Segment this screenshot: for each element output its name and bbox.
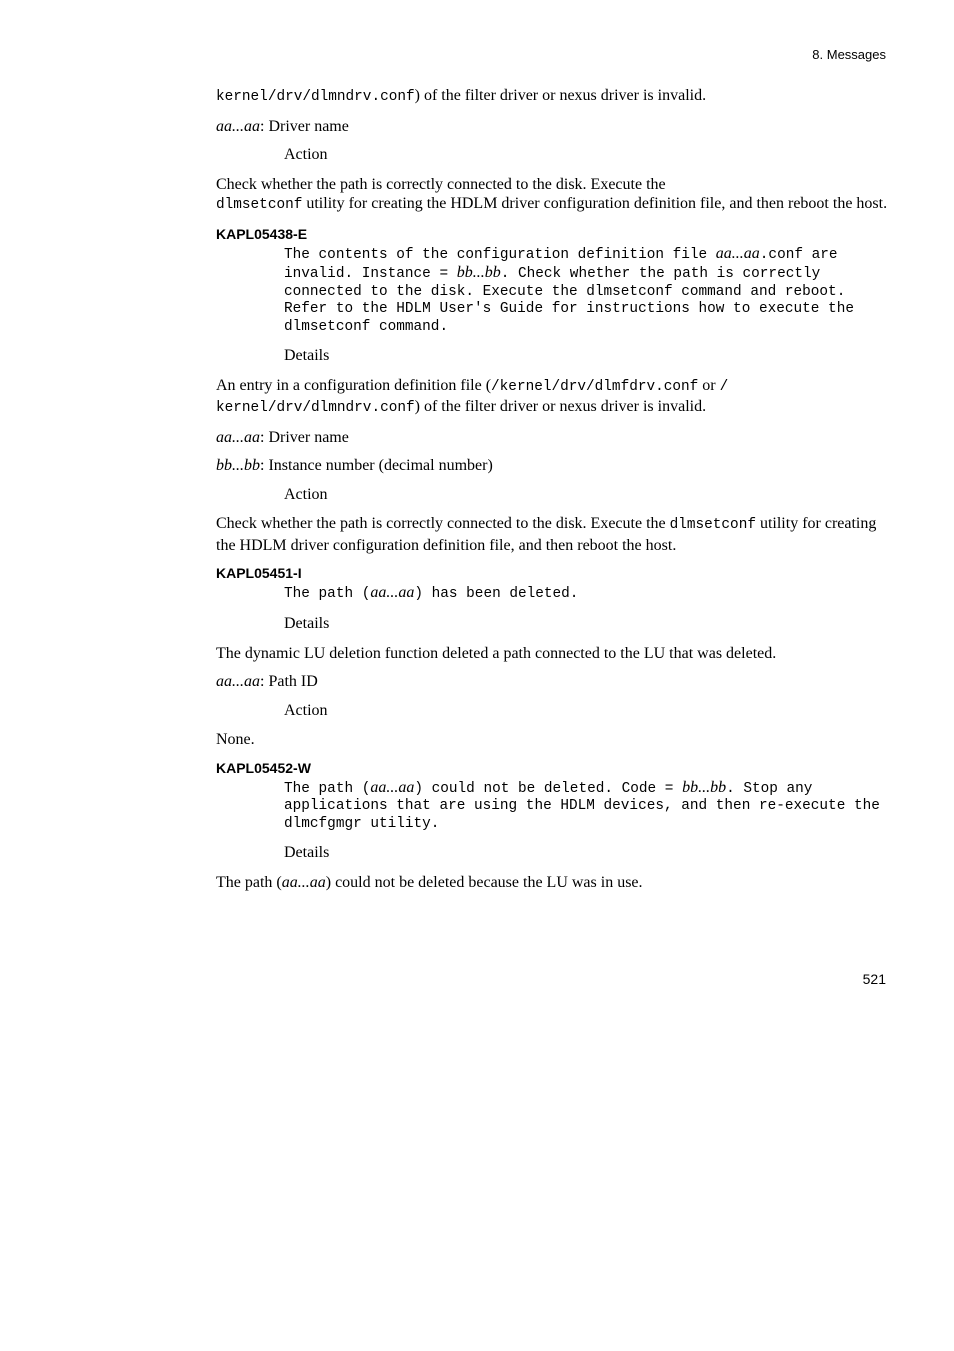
text: The path ( bbox=[284, 586, 371, 603]
message-id: KAPL05452-W bbox=[216, 759, 311, 776]
details-text: The dynamic LU deletion function deleted a path connected to the LU that was deleted. bbox=[216, 644, 777, 662]
text: . Stop any applications that are using the HDLM devices, and then re-execute the dlmcfgmgr utility. bbox=[284, 780, 889, 832]
action-label: Action bbox=[284, 485, 328, 503]
variable: aa...aa bbox=[370, 778, 415, 796]
text: Check whether the path is correctly connected to the disk. Execute the bbox=[216, 175, 666, 193]
variable-description bbox=[216, 117, 888, 137]
message-text bbox=[284, 245, 888, 337]
action-label: Action bbox=[284, 701, 328, 719]
text: ) could not be deleted because the LU was in use. bbox=[325, 873, 643, 891]
variable: aa...aa bbox=[216, 428, 260, 446]
page-content bbox=[216, 86, 888, 901]
variable-desc: : Driver name bbox=[260, 117, 349, 135]
text: ) has been deleted. bbox=[414, 586, 579, 603]
code-command: dlmsetconf bbox=[216, 197, 303, 213]
variable-description bbox=[216, 428, 888, 448]
running-header: 8. Messages bbox=[812, 47, 886, 62]
variable: aa...aa bbox=[216, 673, 260, 691]
text: The path ( bbox=[284, 780, 371, 797]
code-path: / kernel/drv/dlmndrv.conf bbox=[216, 378, 729, 417]
details-text bbox=[216, 376, 888, 419]
text: . Check whether the path is correctly connected to the disk. Execute the dlmsetconf command and reboot. Refer to the HDLM User's Guide for instructions how to execute the dlmsetconf command. bbox=[284, 266, 863, 335]
code-command: dlmsetconf bbox=[669, 517, 756, 534]
text: ) of the filter driver or nexus driver is invalid. bbox=[414, 398, 707, 416]
page-number: 521 bbox=[862, 971, 886, 987]
variable: aa...aa bbox=[715, 244, 760, 262]
details-label: Details bbox=[284, 615, 330, 633]
variable-desc: : Path ID bbox=[260, 673, 318, 691]
text: An entry in a configuration definition file ( bbox=[216, 376, 492, 394]
variable-desc: : Instance number (decimal number) bbox=[260, 457, 493, 475]
message-id: KAPL05451-I bbox=[216, 565, 302, 582]
message-text bbox=[284, 779, 888, 834]
action-label: Action bbox=[284, 146, 328, 163]
action-text: None. bbox=[216, 731, 255, 749]
text: utility for creating the HDLM driver configuration definition file, and then reboot the host. bbox=[216, 515, 877, 554]
variable-description bbox=[216, 456, 888, 476]
text: .conf are invalid. Instance = bbox=[284, 246, 847, 283]
variable: bb...bb bbox=[216, 457, 260, 475]
text: utility for creating the HDLM driver configuration definition file, and then reboot the host. bbox=[302, 195, 888, 212]
code-path: kernel/drv/dlmndrv.conf bbox=[216, 89, 415, 105]
message-text bbox=[284, 584, 888, 604]
action-text bbox=[216, 514, 888, 555]
variable: aa...aa bbox=[370, 584, 415, 602]
variable: bb...bb bbox=[682, 778, 727, 796]
variable: bb...bb bbox=[456, 264, 501, 282]
text: or bbox=[698, 376, 720, 394]
details-label: Details bbox=[284, 844, 330, 862]
variable: aa...aa bbox=[281, 873, 326, 891]
text: ) could not be deleted. Code = bbox=[414, 780, 683, 797]
details-text bbox=[216, 873, 888, 893]
action-text bbox=[216, 175, 888, 216]
text: ) of the filter driver or nexus driver is invalid. bbox=[414, 87, 707, 104]
code-path: /kernel/drv/dlmfdrv.conf bbox=[491, 378, 699, 395]
message-id: KAPL05438-E bbox=[216, 225, 308, 242]
continuation-details bbox=[216, 86, 888, 108]
variable-desc: : Driver name bbox=[260, 428, 349, 446]
text: The path ( bbox=[216, 873, 282, 891]
text: The contents of the configuration definition file bbox=[284, 246, 716, 263]
details-label: Details bbox=[284, 347, 330, 365]
text: Check whether the path is correctly connected to the disk. Execute the bbox=[216, 515, 670, 533]
variable: aa...aa bbox=[216, 117, 260, 135]
variable-description bbox=[216, 672, 888, 692]
